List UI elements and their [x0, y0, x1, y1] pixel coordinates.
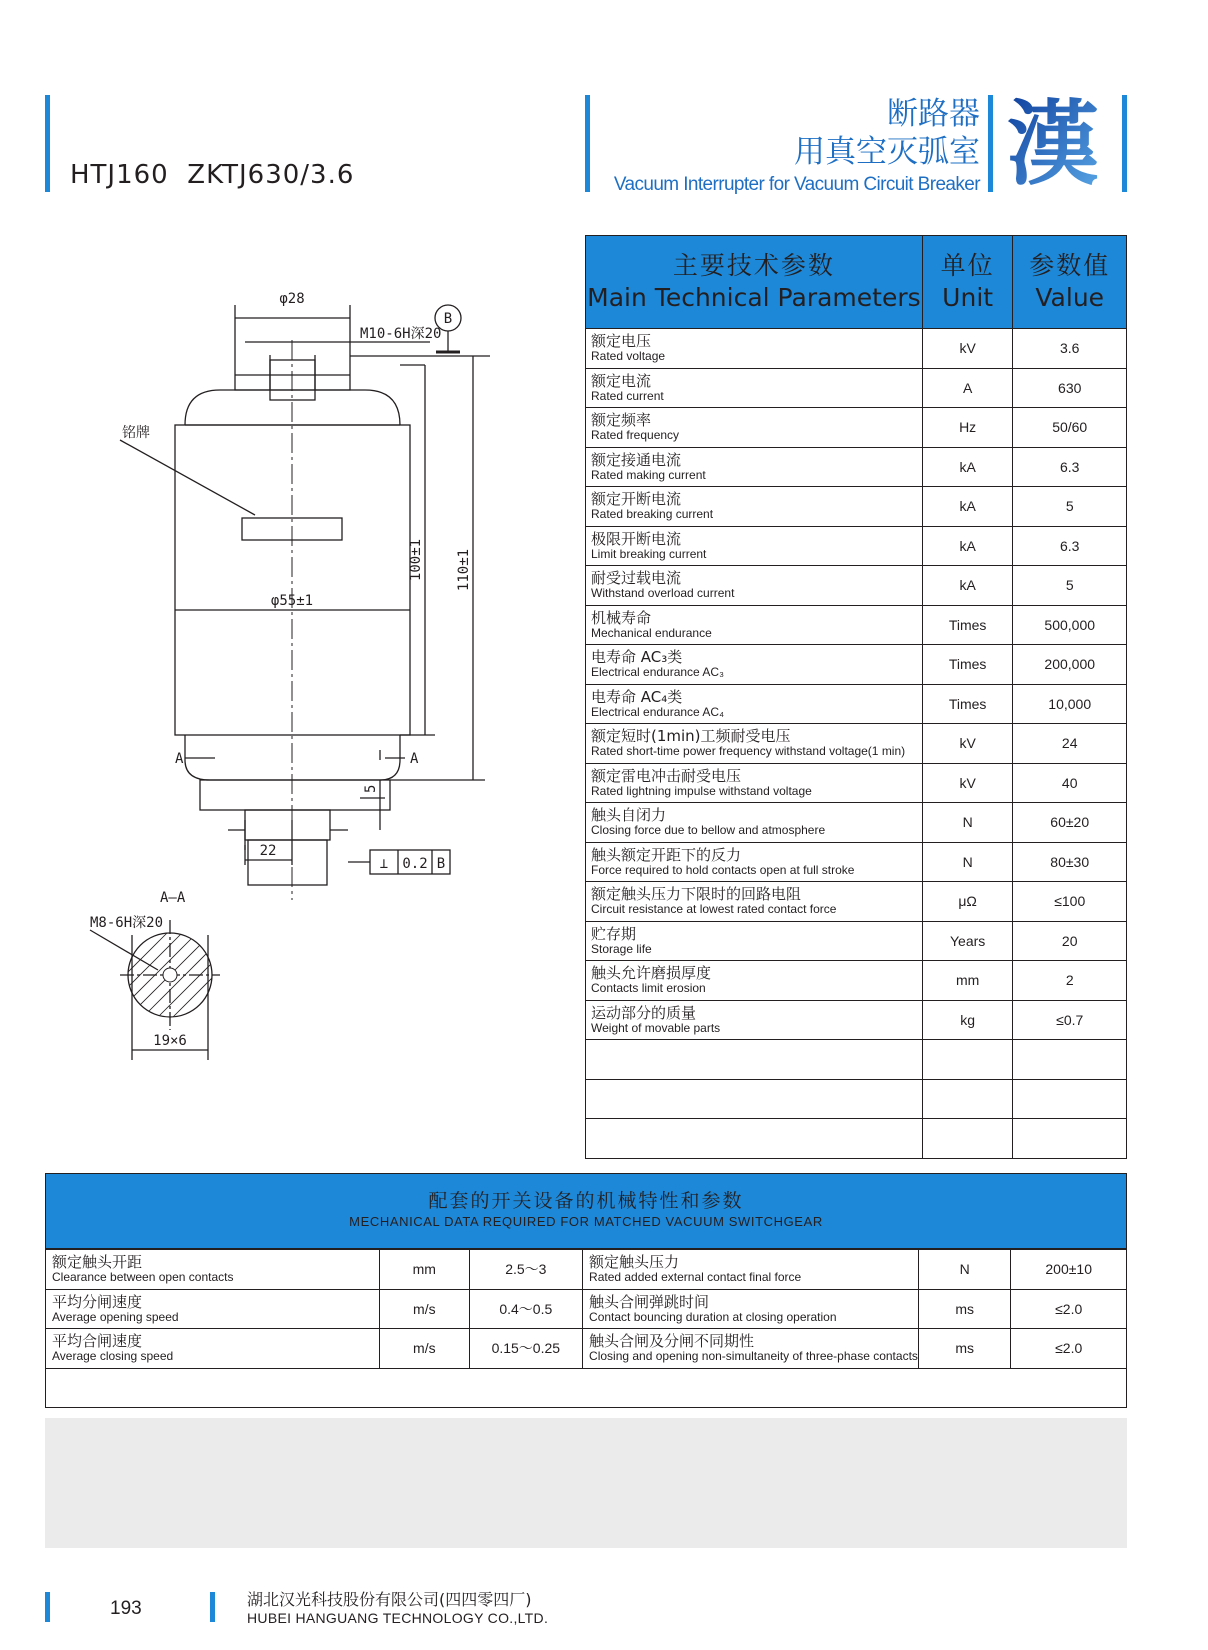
table-row	[586, 1040, 1127, 1080]
value-cell: 60±20	[1013, 803, 1127, 843]
unit-cell: kA	[922, 487, 1013, 527]
unit-cell: kA	[922, 526, 1013, 566]
value-cell: 5	[1013, 487, 1127, 527]
unit-cell: μΩ	[922, 882, 1013, 922]
table-row	[586, 763, 1127, 803]
param-cell	[586, 763, 923, 803]
param-cell	[586, 921, 923, 961]
unit-cell: kV	[922, 763, 1013, 803]
table-row	[586, 961, 1127, 1001]
table-row	[586, 605, 1127, 645]
param-cell	[586, 329, 923, 369]
param-name-en: Circuit resistance at lowest rated contact force	[591, 902, 837, 917]
brand-logo	[1000, 90, 1106, 190]
dim-22: 22	[259, 843, 277, 859]
technical-drawing	[80, 290, 520, 1120]
tolerance-value: 0.2	[402, 856, 428, 872]
param-name-cn: 耐受过载电流	[591, 569, 682, 588]
value-cell: 200,000	[1013, 645, 1127, 685]
param-name-cn: 触头自闭力	[591, 806, 667, 825]
unit-cell: kA	[922, 447, 1013, 487]
unit-cell: Hz	[922, 408, 1013, 448]
param-cell	[586, 961, 923, 1001]
header-param: 主要技术参数 Main Technical Parameters	[586, 236, 923, 329]
unit-cell: kg	[922, 1000, 1013, 1040]
param-cell	[586, 1079, 923, 1119]
value-cell: 10,000	[1013, 684, 1127, 724]
empty-cell	[46, 1368, 1127, 1408]
unit-cell: Times	[922, 684, 1013, 724]
header-value: 参数值 Value	[1013, 236, 1127, 329]
param-name-cn: 极限开断电流	[591, 529, 682, 548]
model-title: HTJ160 ZKTJ630/3.6	[70, 160, 355, 190]
mech-value-right: ≤2.0	[1011, 1329, 1127, 1369]
unit-cell: A	[922, 368, 1013, 408]
unit-cell: kV	[922, 724, 1013, 764]
company-name-cn: 湖北汉光科技股份有限公司(四四零四厂)	[247, 1590, 532, 1609]
mech-unit-right: ms	[918, 1329, 1011, 1369]
logo-glyph: 漢	[1006, 91, 1100, 190]
mech-value-left: 2.5～3	[469, 1250, 582, 1290]
table-row	[586, 684, 1127, 724]
param-name-cn: 额定雷电冲击耐受电压	[591, 766, 742, 785]
mech-unit-left: m/s	[380, 1289, 470, 1329]
mech-param-left: 额定触头开距 Clearance between open contacts	[46, 1250, 380, 1290]
table-row	[586, 724, 1127, 764]
value-cell	[1013, 1119, 1127, 1159]
table-row	[586, 368, 1127, 408]
table-row	[586, 1000, 1127, 1040]
table-row	[586, 1119, 1127, 1159]
value-cell: 2	[1013, 961, 1127, 1001]
mech-param-right: 额定触头压力 Rated added external contact final force	[583, 1250, 919, 1290]
param-name-en: Mechanical endurance	[591, 625, 712, 640]
mech-value-right: 200±10	[1011, 1250, 1127, 1290]
table-row	[586, 921, 1127, 961]
header-unit: 单位 Unit	[922, 236, 1013, 329]
table-row	[586, 882, 1127, 922]
mech-unit-right: N	[918, 1250, 1011, 1290]
param-name-en: Weight of movable parts	[591, 1020, 721, 1035]
value-cell: 24	[1013, 724, 1127, 764]
mech-unit-right: ms	[918, 1289, 1011, 1329]
param-name-en: Electrical endurance AC₄	[591, 704, 724, 719]
mech-param-left: 平均合闸速度 Average closing speed	[46, 1329, 380, 1369]
param-cell	[586, 803, 923, 843]
value-cell	[1013, 1079, 1127, 1119]
param-name-cn: 额定短时(1min)工频耐受电压	[591, 727, 791, 746]
param-name-cn: 电寿命 AC₄类	[591, 687, 683, 706]
param-name-en: Rated voltage	[591, 349, 666, 364]
param-name-en: Rated short-time power frequency withstand voltage(1 min)	[591, 744, 906, 759]
param-name-cn: 电寿命 AC₃类	[591, 648, 683, 667]
unit-cell: N	[922, 842, 1013, 882]
dim-top-thread: M10-6H深20	[360, 326, 442, 342]
unit-cell: kA	[922, 566, 1013, 606]
param-name-cn: 额定频率	[591, 411, 652, 430]
tech-params-table	[585, 235, 1127, 1159]
param-name-en: Electrical endurance AC₃	[591, 665, 724, 680]
table-row-empty	[46, 1368, 1127, 1408]
param-name-en: Rated frequency	[591, 428, 680, 443]
tolerance-symbol: ⊥	[379, 856, 389, 872]
unit-cell: Years	[922, 921, 1013, 961]
unit-cell	[922, 1119, 1013, 1159]
param-name-cn: 触头允许磨损厚度	[591, 964, 712, 983]
mech-value-left: 0.15～0.25	[469, 1329, 582, 1369]
value-cell: 80±30	[1013, 842, 1127, 882]
gray-panel	[45, 1418, 1127, 1548]
mech-title-cn: 配套的开关设备的机械特性和参数	[428, 1190, 744, 1212]
table-row	[586, 645, 1127, 685]
unit-cell: mm	[922, 961, 1013, 1001]
section-title: A—A	[160, 890, 186, 906]
param-name-en: Withstand overload current	[591, 586, 735, 601]
param-name-en: Limit breaking current	[591, 546, 707, 561]
dim-height-total: 110±1	[456, 548, 472, 592]
value-cell: 5	[1013, 566, 1127, 606]
value-cell: 40	[1013, 763, 1127, 803]
param-name-en: Rated lightning impulse withstand voltage	[591, 783, 812, 798]
nameplate-label: 铭牌	[122, 425, 150, 441]
value-cell: 3.6	[1013, 329, 1127, 369]
value-cell: ≤100	[1013, 882, 1127, 922]
value-cell: 6.3	[1013, 526, 1127, 566]
table-row	[586, 842, 1127, 882]
param-cell	[586, 1000, 923, 1040]
unit-cell: Times	[922, 645, 1013, 685]
value-cell	[1013, 1040, 1127, 1080]
param-name-cn: 运动部分的质量	[591, 1003, 697, 1022]
param-cell	[586, 882, 923, 922]
mech-value-right: ≤2.0	[1011, 1289, 1127, 1329]
value-cell: 500,000	[1013, 605, 1127, 645]
unit-cell	[922, 1079, 1013, 1119]
param-cell	[586, 645, 923, 685]
param-name-cn: 机械寿命	[591, 608, 652, 627]
table-row	[586, 566, 1127, 606]
table-row	[586, 487, 1127, 527]
param-name-en: Closing force due to bellow and atmosphere	[591, 823, 826, 838]
param-cell	[586, 487, 923, 527]
table-row	[586, 408, 1127, 448]
dim-bottom-thread: M8-6H深20	[90, 915, 164, 931]
mech-title-en: MECHANICAL DATA REQUIRED FOR MATCHED VACUUM SWITCHGEAR	[349, 1214, 823, 1229]
mech-unit-left: m/s	[380, 1329, 470, 1369]
param-name-en: Force required to hold contacts open at full stroke	[591, 862, 855, 877]
table-row	[586, 526, 1127, 566]
tech-params-body	[586, 329, 1127, 1159]
mech-unit-left: mm	[380, 1250, 470, 1290]
param-cell	[586, 526, 923, 566]
table-row	[586, 1079, 1127, 1119]
header-logo-bar-left	[988, 95, 993, 192]
table-row	[586, 329, 1127, 369]
param-cell	[586, 724, 923, 764]
mech-param-right: 触头合闸弹跳时间 Contact bouncing duration at closing operation	[583, 1289, 919, 1329]
title-cn-line1: 断路器	[887, 96, 980, 132]
title-en: Vacuum Interrupter for Vacuum Circuit Breaker	[613, 174, 980, 195]
header-title-block	[590, 95, 980, 197]
param-name-en: Contacts limit erosion	[591, 981, 706, 996]
value-cell: ≤0.7	[1013, 1000, 1127, 1040]
page-number: 193	[110, 1598, 142, 1619]
datum-label: B	[443, 311, 453, 327]
param-name-en: Rated current	[591, 388, 664, 403]
unit-cell: N	[922, 803, 1013, 843]
company-name-en: HUBEI HANGUANG TECHNOLOGY CO.,LTD.	[247, 1610, 549, 1626]
param-cell	[586, 1040, 923, 1080]
unit-cell: Times	[922, 605, 1013, 645]
param-cell	[586, 447, 923, 487]
param-cell	[586, 408, 923, 448]
mech-param-left: 平均分闸速度 Average opening speed	[46, 1289, 380, 1329]
tolerance-datum: B	[436, 856, 446, 872]
mech-params-table	[45, 1249, 1127, 1408]
moving-stem	[245, 810, 330, 840]
param-name-en: Storage life	[591, 941, 652, 956]
table-row	[46, 1250, 1127, 1290]
param-cell	[586, 566, 923, 606]
table-row	[586, 447, 1127, 487]
param-name-cn: 贮存期	[591, 924, 637, 943]
footer-mid-bar	[210, 1592, 215, 1622]
mech-params-body	[46, 1250, 1127, 1408]
param-name-cn: 额定电流	[591, 371, 652, 390]
header-left-bar	[45, 95, 50, 192]
param-name-en: Rated breaking current	[591, 507, 714, 522]
dim-height-inner: 100±1	[408, 538, 424, 582]
table-row	[46, 1289, 1127, 1329]
section-mark-left: A	[175, 751, 184, 767]
unit-cell: kV	[922, 329, 1013, 369]
value-cell: 50/60	[1013, 408, 1127, 448]
title-cn-line2: 用真空灭弧室	[794, 134, 980, 170]
param-name-cn: 额定开断电流	[591, 490, 682, 509]
dim-5: 5	[363, 784, 379, 793]
mech-table-header	[45, 1173, 1127, 1249]
param-cell	[586, 1119, 923, 1159]
param-cell	[586, 368, 923, 408]
value-cell: 630	[1013, 368, 1127, 408]
table-row	[46, 1329, 1127, 1369]
mech-param-right: 触头合闸及分闸不同期性 Closing and opening non-simultaneity of three-phase contacts	[583, 1329, 919, 1369]
header-logo-bar-right	[1122, 95, 1127, 192]
dim-flat-size: 19×6	[153, 1033, 187, 1049]
param-name-cn: 触头额定开距下的反力	[591, 845, 742, 864]
param-cell	[586, 605, 923, 645]
dim-body-diameter: φ55±1	[270, 593, 314, 609]
value-cell: 6.3	[1013, 447, 1127, 487]
param-name-cn: 额定电压	[591, 332, 652, 351]
dim-top-diameter: φ28	[279, 291, 305, 307]
param-cell	[586, 842, 923, 882]
value-cell: 20	[1013, 921, 1127, 961]
param-name-cn: 额定接通电流	[591, 450, 682, 469]
mech-value-left: 0.4～0.5	[469, 1289, 582, 1329]
param-name-cn: 额定触头压力下限时的回路电阻	[591, 885, 802, 904]
table-row	[586, 803, 1127, 843]
footer-left-bar	[45, 1592, 50, 1622]
param-name-en: Rated making current	[591, 467, 706, 482]
unit-cell	[922, 1040, 1013, 1080]
section-mark-right: A	[410, 751, 419, 767]
param-cell	[586, 684, 923, 724]
